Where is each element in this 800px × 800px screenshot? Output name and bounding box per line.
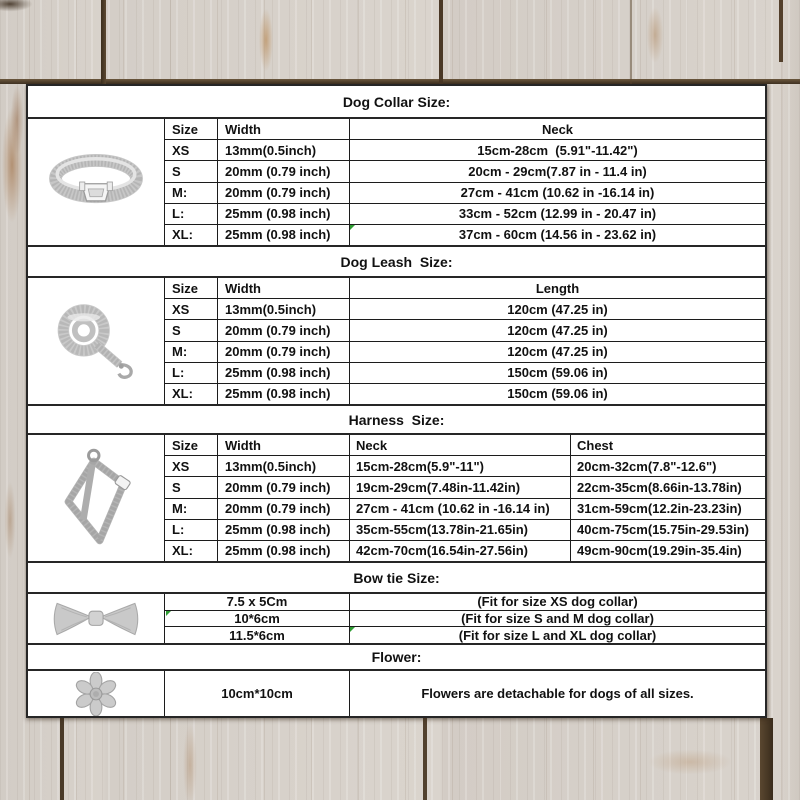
harness-row-s (165, 476, 765, 497)
dog-harness-image (28, 435, 165, 561)
leash-row-xl (165, 383, 765, 404)
wood-seam-vertical (439, 0, 443, 84)
wood-seam-vertical (779, 0, 783, 62)
cell-chest: 49cm-90cm(19.29in-35.4in) (570, 541, 765, 561)
header-neck: Neck (349, 119, 765, 139)
cell-size: M: (172, 501, 188, 517)
harness-row-xl (165, 540, 765, 561)
cell-length: 150cm (59.06 in) (349, 384, 765, 404)
bow-tie-image (28, 594, 165, 643)
cell-neck: 15cm-28cm(5.9"-11") (349, 456, 570, 476)
leash-header-row (165, 278, 765, 298)
cell-neck: 15cm-28cm (5.91"-11.42") (349, 140, 765, 160)
harness-row-xs (165, 455, 765, 476)
collar-row-s (165, 160, 765, 181)
wood-seam-vertical (630, 0, 632, 84)
leash-row-m (165, 341, 765, 362)
cell-size: XS (172, 458, 190, 474)
cell-fit-note: (Fit for size S and M dog collar) (349, 611, 765, 627)
header-width: Width (217, 435, 349, 455)
cell-dimension: 10*6cm (234, 611, 280, 626)
dog-leash-illustration (43, 295, 149, 387)
header-size: Size (172, 280, 199, 296)
cell-dimension: 10cm*10cm (221, 686, 293, 701)
collar-row-l (165, 203, 765, 224)
wood-seam-vertical (423, 718, 427, 800)
cell-neck: 19cm-29cm(7.48in-11.42in) (349, 477, 570, 497)
header-width: Width (217, 119, 349, 139)
cell-neck: 27cm - 41cm (10.62 in -16.14 in) (349, 499, 570, 519)
cell-size: XL: (172, 386, 193, 402)
collar-header-row (165, 119, 765, 139)
cell-width: 25mm (0.98 inch) (217, 520, 349, 540)
leash-row-xs (165, 298, 765, 319)
cell-width: 25mm (0.98 inch) (217, 204, 349, 224)
cell-width: 20mm (0.79 inch) (217, 161, 349, 181)
flower-table (28, 671, 765, 716)
bowtie-row-lxl (165, 626, 765, 643)
header-neck: Neck (349, 435, 570, 455)
cell-dimension: 11.5*6cm (229, 627, 285, 643)
leash-section-title: Dog Leash Size: (28, 247, 765, 278)
cell-fit-note: (Fit for size L and XL dog collar) (349, 627, 765, 643)
bowtie-row-xs (165, 594, 765, 610)
collar-row-xs (165, 139, 765, 160)
bowtie-section-title: Bow tie Size: (28, 563, 765, 594)
leash-row-s (165, 319, 765, 340)
cell-length: 120cm (47.25 in) (349, 299, 765, 319)
size-chart-panel (26, 84, 767, 718)
bowtie-row-sm (165, 610, 765, 627)
bowtie-table (28, 594, 765, 645)
dog-collar-image (28, 119, 165, 245)
leash-table (28, 278, 765, 406)
bow-tie-illustration (50, 596, 142, 642)
cell-size: XS (172, 142, 190, 158)
collar-section-title: Dog Collar Size: (28, 86, 765, 119)
cell-size: M: (172, 344, 188, 360)
cell-width: 13mm(0.5inch) (217, 456, 349, 476)
cell-neck: 33cm - 52cm (12.99 in - 20.47 in) (349, 204, 765, 224)
cell-chest: 40cm-75cm(15.75in-29.53in) (570, 520, 765, 540)
cell-width: 25mm (0.98 inch) (217, 225, 349, 245)
collar-row-m (165, 182, 765, 203)
cell-size: M: (172, 185, 188, 201)
comment-mark (166, 611, 171, 616)
header-size: Size (172, 121, 199, 137)
cell-width: 20mm (0.79 inch) (217, 183, 349, 203)
cell-size: S (172, 322, 181, 338)
cell-width: 13mm(0.5inch) (217, 299, 349, 319)
cell-size: XL: (172, 543, 193, 559)
cell-length: 120cm (47.25 in) (349, 320, 765, 340)
cell-size: L: (172, 522, 185, 538)
dog-collar-illustration (40, 145, 152, 219)
flower-row (165, 671, 765, 716)
cell-width: 25mm (0.98 inch) (217, 384, 349, 404)
cell-width: 25mm (0.98 inch) (217, 541, 349, 561)
cell-width: 20mm (0.79 inch) (217, 499, 349, 519)
cell-chest: 20cm-32cm(7.8"-12.6") (570, 456, 765, 476)
cell-neck: 27cm - 41cm (10.62 in -16.14 in) (349, 183, 765, 203)
harness-section-title: Harness Size: (28, 406, 765, 435)
cell-width: 25mm (0.98 inch) (217, 363, 349, 383)
cell-width: 13mm(0.5inch) (217, 140, 349, 160)
cell-neck: 35cm-55cm(13.78in-21.65in) (349, 520, 570, 540)
cell-size: L: (172, 365, 185, 381)
leash-row-l (165, 362, 765, 383)
harness-row-l (165, 519, 765, 540)
cell-neck: 37cm - 60cm (14.56 in - 23.62 in) (349, 225, 765, 245)
flower-illustration (72, 672, 120, 716)
header-chest: Chest (570, 435, 765, 455)
comment-mark (350, 225, 355, 230)
cell-size: S (172, 163, 181, 179)
harness-row-m (165, 498, 765, 519)
harness-table (28, 435, 765, 563)
collar-row-xl (165, 224, 765, 245)
wood-seam-vertical (60, 718, 64, 800)
cell-size: L: (172, 206, 185, 222)
collar-table (28, 119, 765, 247)
wood-seam-vertical (101, 0, 106, 84)
cell-neck: 42cm-70cm(16.54in-27.56in) (349, 541, 570, 561)
cell-length: 150cm (59.06 in) (349, 363, 765, 383)
cell-size: XS (172, 301, 190, 317)
dog-leash-image (28, 278, 165, 404)
flower-section-title: Flower: (28, 645, 765, 671)
cell-width: 20mm (0.79 inch) (217, 477, 349, 497)
cell-fit-note: (Fit for size XS dog collar) (349, 594, 765, 610)
cell-neck: 20cm - 29cm(7.87 in - 11.4 in) (349, 161, 765, 181)
wood-seam-vertical (760, 718, 773, 800)
dog-harness-illustration (47, 442, 145, 554)
comment-mark (350, 627, 355, 632)
header-length: Length (349, 278, 765, 298)
cell-width: 20mm (0.79 inch) (217, 320, 349, 340)
cell-fit-note: Flowers are detachable for dogs of all sizes. (349, 671, 765, 716)
header-size: Size (172, 437, 199, 453)
cell-size: XL: (172, 227, 193, 243)
cell-chest: 31cm-59cm(12.2in-23.23in) (570, 499, 765, 519)
header-width: Width (217, 278, 349, 298)
flower-image (28, 671, 165, 716)
cell-dimension: 7.5 x 5Cm (226, 594, 288, 610)
cell-width: 20mm (0.79 inch) (217, 342, 349, 362)
harness-header-row (165, 435, 765, 455)
cell-size: S (172, 479, 181, 495)
cell-chest: 22cm-35cm(8.66in-13.78in) (570, 477, 765, 497)
cell-length: 120cm (47.25 in) (349, 342, 765, 362)
